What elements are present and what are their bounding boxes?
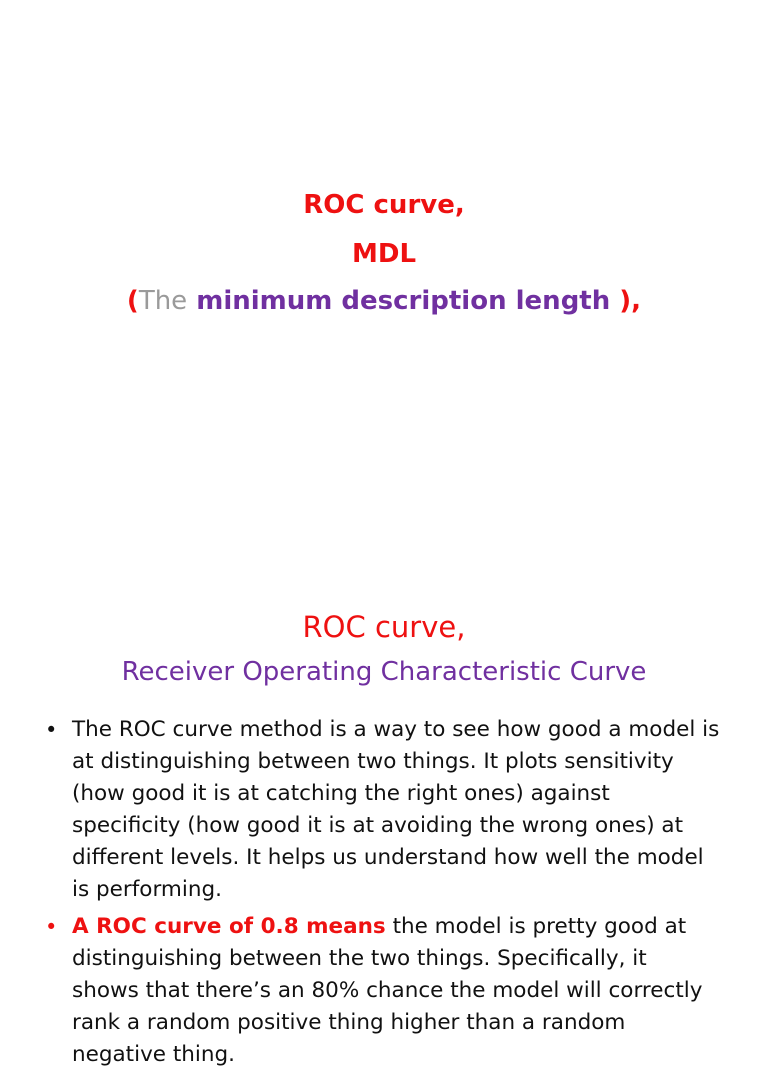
close-paren: ), — [619, 286, 642, 316]
bullet-item — [0, 911, 768, 1071]
bullet-emphasis: A ROC curve of 0.8 means — [72, 914, 386, 939]
mdl-term: minimum description length — [187, 286, 620, 316]
slide-1-line-definition — [0, 285, 768, 317]
slide-2-subtitle: Receiver Operating Characteristic Curve — [121, 657, 647, 687]
bullet-text: The ROC curve method is a way to see how good a model is at distinguishing between two things. It plots sensitivity (how good it is at catching the right ones) against specificity (how good it is at avoiding the wrong ones) at different levels. It helps us understand how well the model is performing. — [72, 717, 720, 902]
slide-1-line-mdl: MDL — [351, 239, 417, 269]
bullet-item — [0, 714, 768, 906]
bullet-marker: • — [45, 915, 58, 939]
bullet-marker: • — [45, 718, 58, 742]
open-paren: ( — [126, 286, 139, 316]
slide-1-line-roc: ROC curve, — [303, 190, 465, 220]
the-word: The — [138, 286, 188, 316]
bullet-text: the model is pretty good at distinguishing between the two things. Specifically, it shows that there’s an 80% chance the model will correctly rank a random positive thing higher than a random negative thing. — [72, 914, 703, 1067]
slide-2-title: ROC curve, — [302, 610, 466, 644]
bullet-list — [0, 714, 768, 1076]
